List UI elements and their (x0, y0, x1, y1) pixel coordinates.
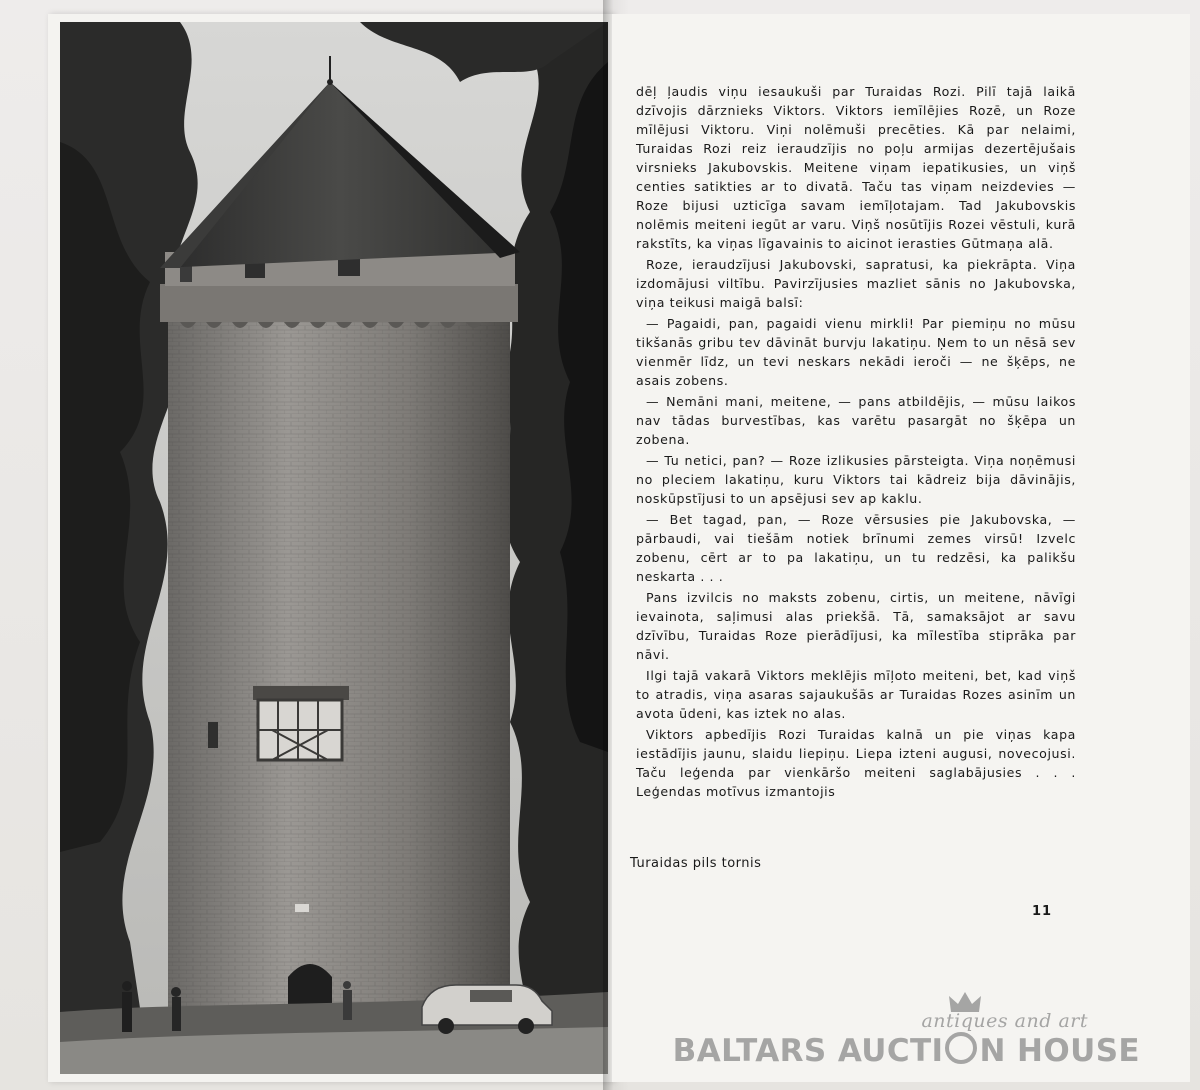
paragraph: Pans izvilcis no maksts zobenu, cirtis, un meitene, nāvīgi ievainota, saļimusi alas priekšā. Tā, samaksājot ar savu dzīvību, Turaidas Roze pierādījusi, ka mīlestība stiprāka par nāvi. (636, 590, 1076, 662)
paragraph: — Nemāni mani, meitene, — pans atbildējis, — mūsu laikos nav tādas burvestības, kas varētu pasargāt no šķēpa un zobena. (636, 394, 1076, 447)
paragraph: Ilgi tajā vakarā Viktors meklējis mīļoto meiteni, bet, kad viņš to atradis, viņa asaras sajaukušās ar Turaidas Rozes asinīm un avota ūdeni, kas iztek no alas. (636, 668, 1076, 721)
watermark-o-icon (945, 1032, 977, 1064)
paragraph: — Bet tagad, pan, — Roze vērsusies pie Jakubovska, — pārbaudi, vai tiešām notiek brīnumi zemes virsū! Izvelc zobenu, cērt ar to pa lakatiņu, un tu redzēsi, ka palikšu neskarta . . . (636, 512, 1076, 584)
body-text (636, 82, 1076, 803)
auction-watermark (672, 1000, 1140, 1080)
watermark-name-start: BALTARS AUCTI (672, 1033, 944, 1069)
watermark-tagline: antiques and art (921, 1010, 1088, 1032)
tower-photo (60, 22, 608, 1074)
paragraph: Roze, ieraudzījusi Jakubovski, sapratusi, ka piekrāpta. Viņa izdomājusi viltību. Pavirzījusies mazliet sānis no Jakubovska, viņa teikusi maigā balsī: (636, 257, 1076, 310)
right-page (612, 14, 1190, 1082)
watermark-name-end: N HOUSE (979, 1033, 1140, 1069)
photo-caption: Turaidas pils tornis (630, 856, 762, 871)
watermark-name (673, 1032, 1140, 1069)
paragraph: Viktors apbedījis Rozi Turaidas kalnā un pie viņas kapa iestādījis jaunu, slaidu liepiņu. Liepa izteni augusi, novecojusi. Taču leģenda par vienkāršo meiteni saglabājusies . . . Leģendas motīvus izmantojis (636, 727, 1076, 799)
paragraph: — Tu netici, pan? — Roze izlikusies pārsteigta. Viņa noņēmusi no pleciem lakatiņu, kuru Viktors tai kādreiz bija dāvinājis, noskūpstījusi to un apsējusi sev ap kaklu. (636, 453, 1076, 506)
paragraph: dēļ ļaudis viņu iesaukuši par Turaidas Rozi. Pilī tajā laikā dzīvojis dārznieks Viktors. Viktors iemīlējies Rozē, un Roze mīlējusi Viktoru. Viņi nolēmuši precēties. Kā par nelaimi, Turaidas Rozi reiz ieraudzījis no poļu armijas dezertējušais virsnieks Jakubovskis. Meitene viņam iepatikusies, un viņš centies satikties ar to divatā. Taču tas viņam neizdevies — Roze bijusi uzticīga savam iemīļotajam. Tad Jakubovskis nolēmis meiteni iegūt ar varu. Viņš nosūtījis Rozei vēstuli, kurā rakstīts, ka viņas līgavainis to aicinot ierasties Gūtmaņa alā. (636, 84, 1076, 251)
paragraph: — Pagaidi, pan, pagaidi vienu mirkli! Par piemiņu no mūsu tikšanās gribu tev dāvināt burvju lakatiņu. Ņem to un nēsā sev vienmēr līdz, un tevi neskars nekādi ieroči — ne šķēps, ne asais zobens. (636, 316, 1076, 388)
page-number: 11 (1032, 904, 1053, 919)
